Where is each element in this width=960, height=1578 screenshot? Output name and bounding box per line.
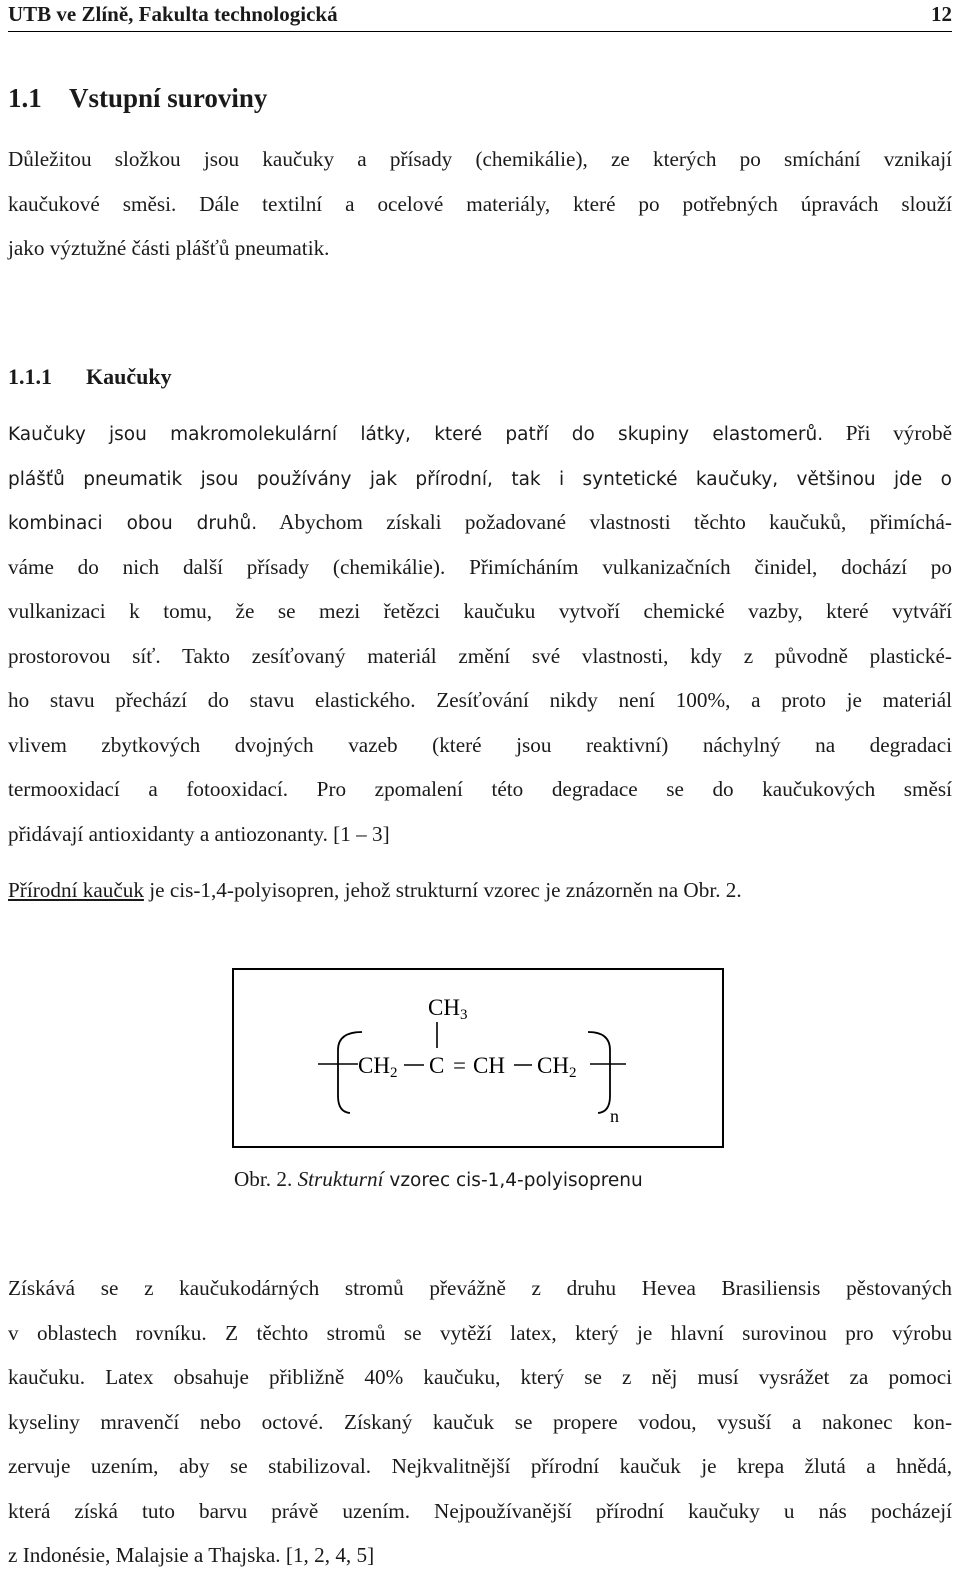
line-sans-part: plášťů pneumatik jsou používány jak přírodní, tak i syntetické kaučuky, většinou jde o — [8, 468, 952, 490]
paragraph-line: Získává se z kaučukodárných stromů převážně z druhu Hevea Brasiliensis pěstovaných — [8, 1276, 952, 1300]
paragraph-line: kaučukové směsi. Dále textilní a ocelové materiály, které po potřebných úpravách slouží — [8, 191, 952, 216]
subsection-heading — [8, 363, 172, 391]
paragraph-line: prostorovou síť. Takto zesíťovaný materiál změní své vlastnosti, kdy z původně plastické- — [8, 643, 952, 668]
line-sans-part: kombinaci obou druhů. — [8, 513, 258, 534]
paragraph-line — [8, 456, 952, 501]
subsection-number: 1.1.1 — [8, 364, 52, 389]
section-heading — [8, 81, 267, 115]
double-bond-sign: = — [453, 1053, 466, 1078]
paragraph-line — [8, 500, 952, 545]
line-serif-part: Při výrobě — [823, 421, 952, 445]
paragraph-line: vulkanizaci k tomu, že se mezi řetězci kaučuku vytvoří chemické vazby, které vytváří — [8, 599, 952, 623]
ch-group: CH — [473, 1053, 505, 1078]
repeat-index-n: n — [610, 1106, 619, 1126]
paragraph-line: jako výztužné části plášťů pneumatik. — [8, 236, 330, 260]
paragraph-line: termooxidací a fotooxidací. Pro zpomalení této degradace se do kaučukových směsí — [8, 777, 952, 801]
paragraph-line: Důležitou složkou jsou kaučuky a přísady (chemikálie), ze kterých po smíchání vznikají — [8, 147, 952, 171]
paragraph-line: zervuje uzením, aby se stabilizoval. Nejkvalitnější přírodní kaučuk je krepa žlutá a hnědá, — [8, 1454, 952, 1478]
line-sans-part: Kaučuky jsou makromolekulární látky, které patří do skupiny elastomerů. — [8, 424, 824, 445]
subsection-title: Kaučuky — [86, 364, 172, 389]
natural-rubber-link[interactable]: Přírodní kaučuk — [8, 878, 144, 902]
paragraph-line: která získá tuto barvu právě uzením. Nejpoužívanější přírodní kaučuky u nás pocházejí — [8, 1498, 952, 1523]
ch2-right: CH2 — [537, 1053, 577, 1081]
line-serif-part: Abychom získali požadované vlastnosti těchto kaučuků, přimíchá- — [257, 510, 952, 534]
carbon-atom: C — [429, 1053, 445, 1078]
natural-rubber-text: je cis-1,4-polyisopren, jehož strukturní vzorec je znázorněn na Obr. 2. — [143, 878, 742, 902]
paragraph-line: z Indonésie, Malajsie a Thajska. [1, 2, 4, 5] — [8, 1543, 375, 1567]
page-number: 12 — [931, 2, 952, 26]
methyl-group: CH3 — [428, 995, 468, 1023]
paragraph-line — [8, 411, 952, 456]
figure-caption — [234, 1164, 643, 1196]
rubber-paragraph — [8, 411, 952, 856]
structural-formula-box — [232, 968, 724, 1148]
section-title: Vstupní suroviny — [69, 83, 268, 113]
section-number: 1.1 — [8, 83, 42, 113]
paragraph-line: kaučuku. Latex obsahuje přibližně 40% kaučuku, který se z něj musí vysrážet za pomoci — [8, 1365, 952, 1389]
final-paragraph — [8, 1266, 952, 1578]
page-header — [8, 0, 952, 32]
paragraph-line: ho stavu přechází do stavu elastického. Zesíťování nikdy není 100%, a proto je materiál — [8, 688, 952, 712]
paragraph-line: přidávají antioxidanty a antiozonanty. [1 – 3] — [8, 821, 390, 846]
ch2-left: CH2 — [358, 1053, 398, 1081]
intro-paragraph — [8, 137, 952, 271]
paragraph-line — [8, 868, 952, 913]
structural-formula — [234, 970, 722, 1146]
paragraph-line: v oblastech rovníku. Z těchto stromů se vytěží latex, který je hlavní surovinou pro výrobu — [8, 1320, 952, 1345]
caption-italic: Strukturní — [297, 1167, 384, 1191]
natural-rubber-sentence — [8, 868, 952, 913]
caption-prefix: Obr. 2. — [234, 1167, 298, 1191]
paragraph-line: vlivem zbytkových dvojných vazeb (které jsou reaktivní) náchylný na degradaci — [8, 732, 952, 757]
paragraph-line: váme do nich další přísady (chemikálie). Přimícháním vulkanizačních činidel, dochází po — [8, 554, 952, 579]
header-title: UTB ve Zlíně, Fakulta technologická — [8, 2, 338, 26]
paragraph-line: kyseliny mravenčí nebo octové. Získaný kaučuk se propere vodou, vysuší a nakonec kon- — [8, 1409, 952, 1434]
caption-rest: vzorec cis-1,4-polyisoprenu — [383, 1170, 643, 1191]
